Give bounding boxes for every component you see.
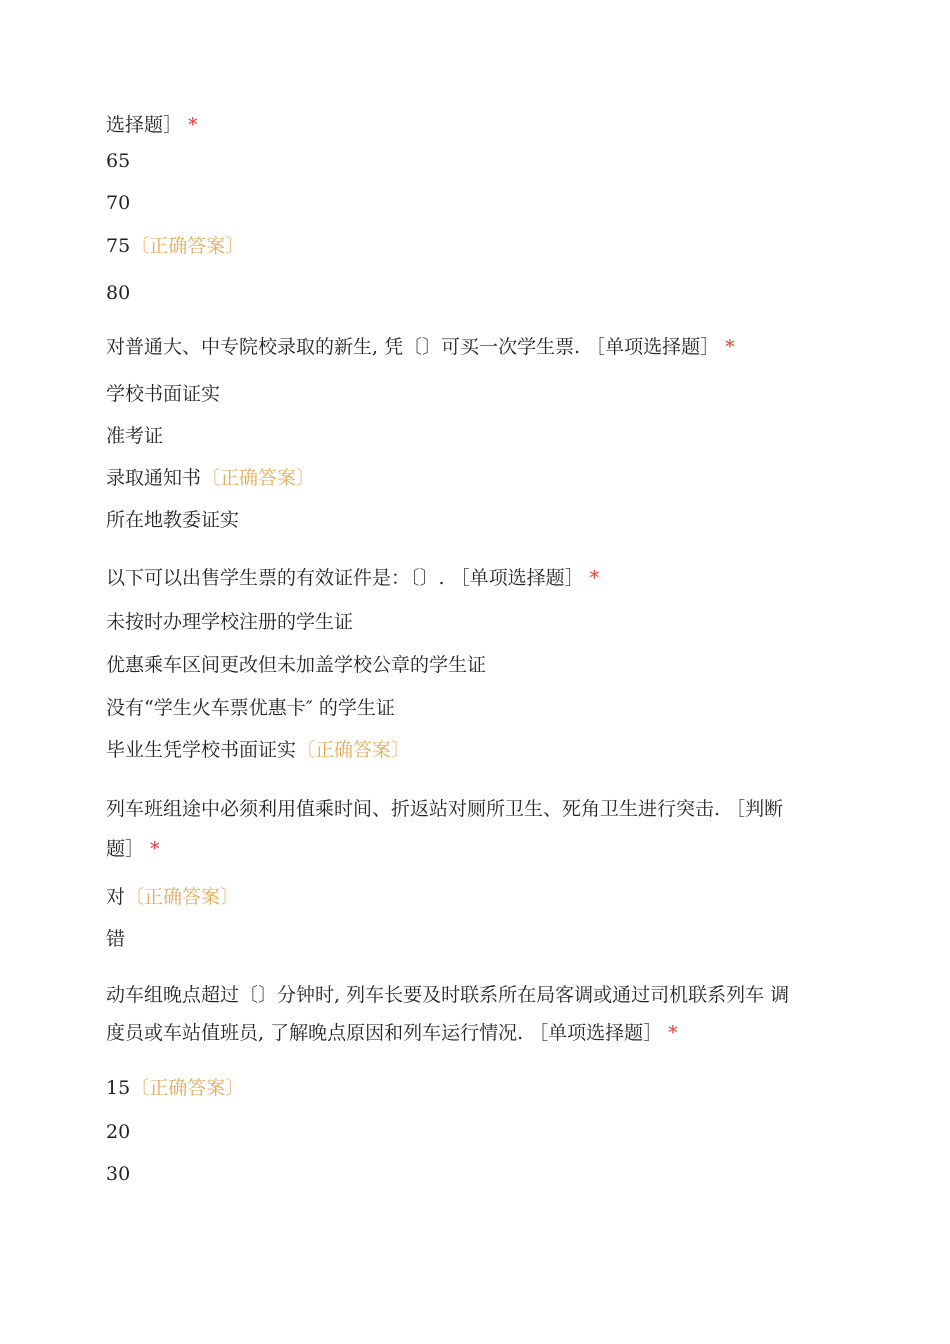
correct-answer-tag: 〔正确答案〕	[130, 235, 245, 257]
question-3-text-line-2: 题］ *	[106, 838, 160, 860]
correct-answer-tag: 〔正确答案〕	[201, 467, 316, 489]
correct-answer-tag: 〔正确答案〕	[296, 739, 411, 761]
q4-option-1[interactable]: 15〔正确答案〕	[106, 1077, 245, 1099]
correct-answer-tag: 〔正确答案〕	[130, 1077, 245, 1099]
q1-option-3[interactable]: 录取通知书〔正确答案〕	[106, 467, 316, 489]
required-mark: *	[188, 114, 198, 136]
question-3-text-line-1: 列车班组途中必须利用值乘时间、折返站对厕所卫生、死角卫生进行突击. ［判断	[106, 798, 784, 820]
q0-option-2[interactable]: 70	[106, 192, 131, 214]
q1-option-4[interactable]: 所在地教委证实	[106, 509, 240, 531]
q0-option-1[interactable]: 65	[106, 150, 131, 172]
q2-option-4[interactable]: 毕业生凭学校书面证实〔正确答案〕	[106, 739, 411, 761]
question-4-text-line-1: 动车组晚点超过〔〕分钟时, 列车长要及时联系所在局客调或通过司机联系列车 调	[106, 984, 790, 1006]
required-mark: *	[668, 1022, 678, 1044]
required-mark: *	[589, 567, 600, 589]
required-mark: *	[725, 336, 735, 358]
correct-answer-tag: 〔正确答案〕	[125, 886, 240, 908]
q2-option-2[interactable]: 优惠乘车区间更改但未加盖学校公章的学生证	[106, 654, 487, 676]
q0-option-4[interactable]: 80	[106, 282, 131, 304]
q1-option-2[interactable]: 准考证	[106, 425, 164, 447]
question-4-text-line-2: 度员或车站值班员, 了解晚点原因和列车运行情况. ［单项选择题］ *	[106, 1022, 678, 1044]
q4-option-2[interactable]: 20	[106, 1121, 131, 1143]
q2-option-1[interactable]: 未按时办理学校注册的学生证	[106, 611, 354, 633]
question-2-text: 以下可以出售学生票的有效证件是：〔〕. ［单项选择题］ *	[106, 567, 600, 589]
question-0-tail: 选择题］ *	[106, 114, 198, 136]
q3-option-1[interactable]: 对〔正确答案〕	[106, 886, 240, 908]
q0-option-3[interactable]: 75〔正确答案〕	[106, 235, 245, 257]
q2-option-3[interactable]: 没有“学生火车票优惠卡″ 的学生证	[106, 697, 395, 719]
question-1-text: 对普通大、中专院校录取的新生, 凭〔〕可买一次学生票. ［单项选择题］ *	[106, 336, 735, 358]
required-mark: *	[150, 838, 160, 860]
q1-option-1[interactable]: 学校书面证实	[106, 383, 221, 405]
q3-option-2[interactable]: 错	[106, 928, 126, 950]
q4-option-3[interactable]: 30	[106, 1163, 131, 1185]
